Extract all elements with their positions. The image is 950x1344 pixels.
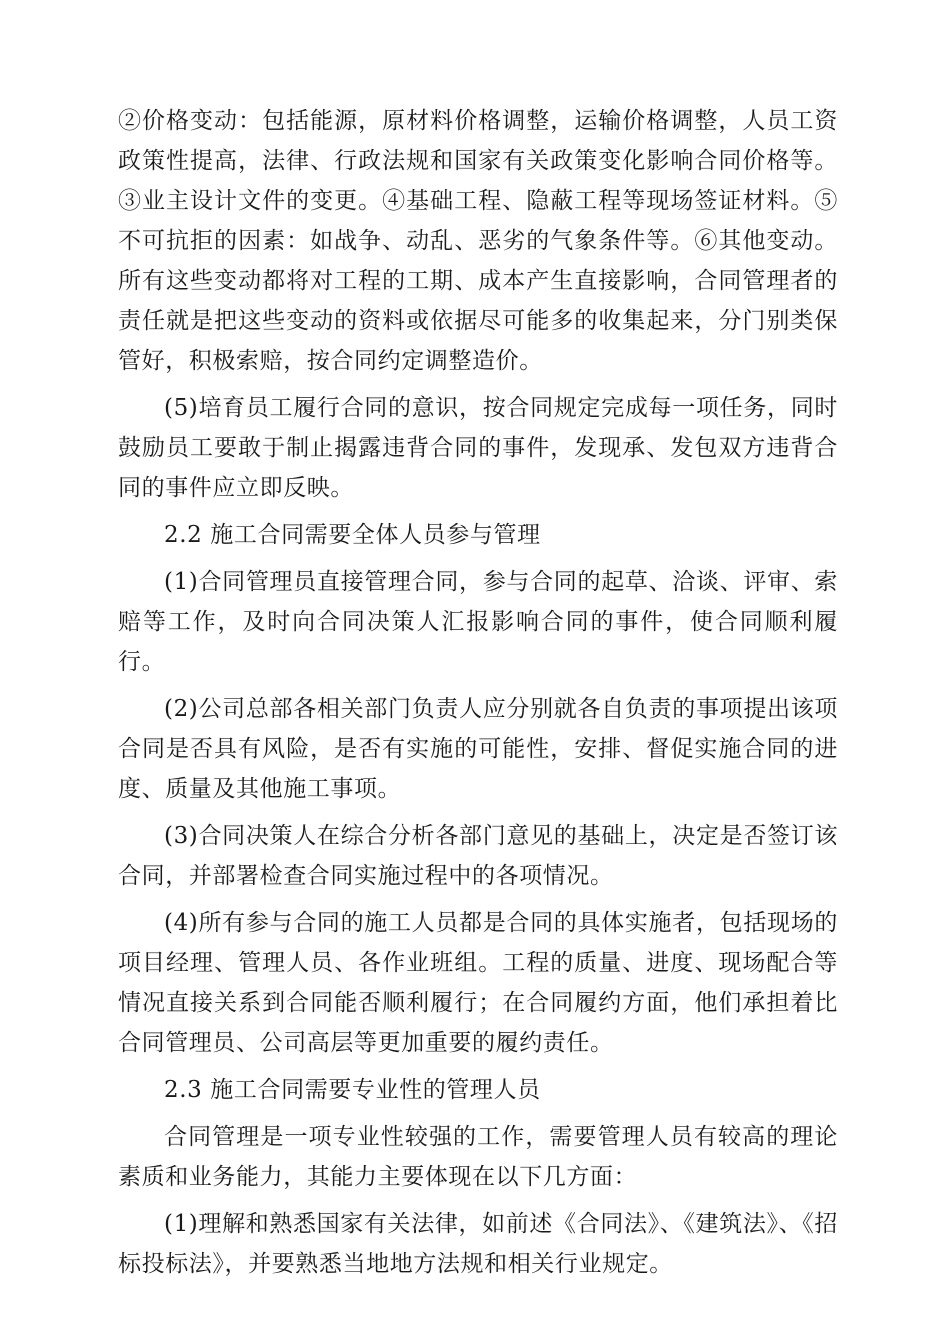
paragraph-item-1-contract-manager: (1)合同管理员直接管理合同，参与合同的起草、洽谈、评审、索赔等工作，及时向合同决策人汇报影响合同的事件，使合同顺利履行。: [118, 569, 838, 675]
paragraph-item-5-contract-awareness: (5)培育员工履行合同的意识，按合同规定完成每一项任务，同时鼓励员工要敢于制止揭露违背合同的事件，发现承、发包双方违背合同的事件应立即反映。: [118, 395, 838, 501]
paragraph-price-changes: ②价格变动：包括能源，原材料价格调整，运输价格调整，人员工资政策性提高，法律、行政法规和国家有关政策变化影响合同价格等。③业主设计文件的变更。④基础工程、隐蔽工程等现场签证材料。⑤不可抗拒的因素：如战争、动乱、恶劣的气象条件等。⑥其他变动。所有这些变动都将对工程的工期、成本产生直接影响，合同管理者的责任就是把这些变动的资料或依据尽可能多的收集起来，分门别类保管好，积极索赔，按合同约定调整造价。: [118, 108, 838, 374]
section-heading-2-2: 2.2 施工合同需要全体人员参与管理: [164, 522, 541, 548]
document-body: [118, 101, 838, 1291]
paragraph-professional-intro: 合同管理是一项专业性较强的工作，需要管理人员有较高的理论素质和业务能力，其能力主要体现在以下几方面：: [118, 1124, 838, 1190]
paragraph-item-1-laws: (1)理解和熟悉国家有关法律，如前述《合同法》、《建筑法》、《招标投标法》，并要熟悉当地地方法规和相关行业规定。: [118, 1211, 838, 1277]
section-heading-2-3: 2.3 施工合同需要专业性的管理人员: [164, 1077, 541, 1103]
paragraph-item-4-construction-staff: (4)所有参与合同的施工人员都是合同的具体实施者，包括现场的项目经理、管理人员、各作业班组。工程的质量、进度、现场配合等情况直接关系到合同能否顺利履行；在合同履约方面，他们承担着比合同管理员、公司高层等更加重要的履约责任。: [118, 910, 838, 1056]
paragraph-item-3-decision-maker: (3)合同决策人在综合分析各部门意见的基础上，决定是否签订该合同，并部署检查合同实施过程中的各项情况。: [118, 823, 838, 889]
paragraph-item-2-department-heads: (2)公司总部各相关部门负责人应分别就各自负责的事项提出该项合同是否具有风险，是否有实施的可能性，安排、督促实施合同的进度、质量及其他施工事项。: [118, 696, 838, 802]
